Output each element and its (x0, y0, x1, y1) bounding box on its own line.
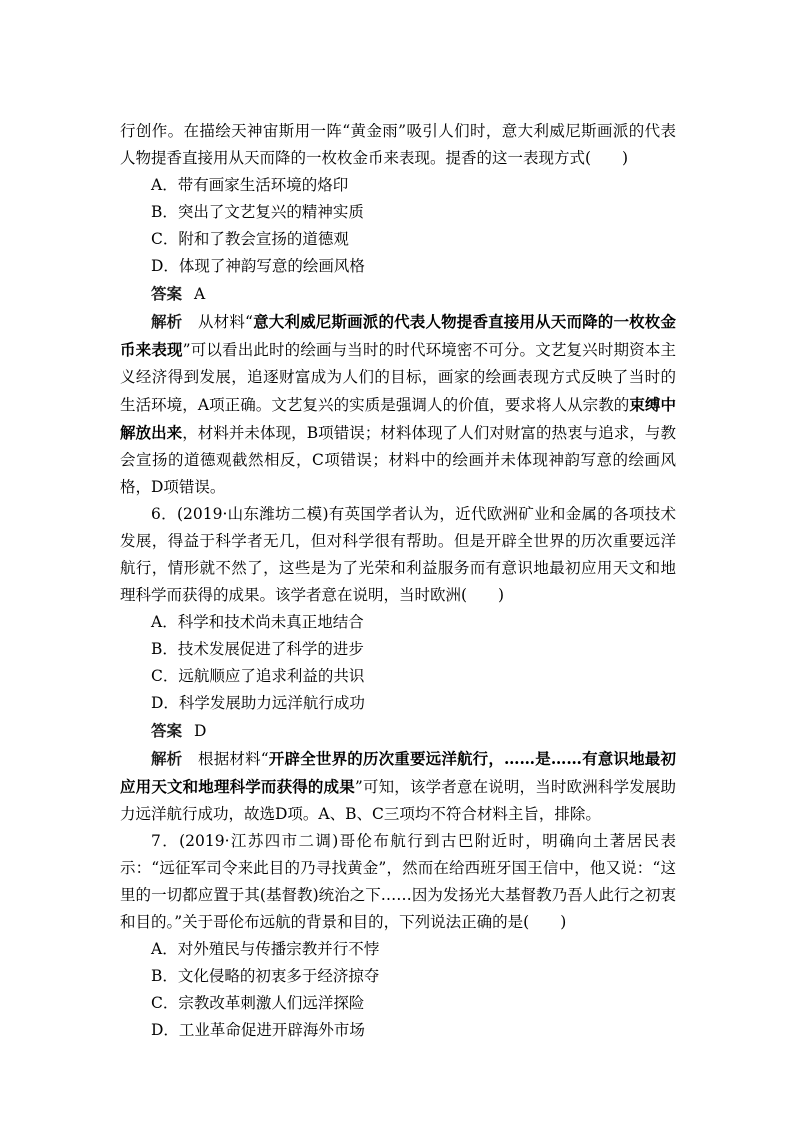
q5-analysis-bold: 束缚中解放出来 (120, 395, 676, 442)
q6-analysis-text-1: 根据材料“ (198, 750, 269, 768)
q6-analysis-text-2: ”可知，该学者意在说明，当时欧洲科学发展助力远洋航行成功，故选D项。A、B、C三项均不符合材料主旨，排除。 (120, 778, 676, 823)
q7-stem: 7．(2019·江苏四市二调)哥伦布航行到古巴附近时，明确向土著居民表示：“远征军司令来此目的乃寻找黄金”，然而在给西班牙国王信中，他又说：“这里的一切都应置于其(基督教)统治之下……因为发扬光大基督教乃吾人此行之初衷和目的。”关于哥伦布远航的背景和目的，下列说法正确的是( ) (120, 832, 676, 931)
q7-option-b: B．文化侵略的初衷多于经济掠夺 (151, 967, 380, 985)
q5-analysis (120, 308, 676, 501)
q6-option-a: A．科学和技术尚未真正地结合 (151, 613, 364, 631)
q6-analysis-quote: 开辟全世界的历次重要远洋航行，……是……有意识地最初应用天文和地理科学而获得的成果 (120, 749, 676, 796)
q5-option-c: C．附和了教会宣扬的道德观 (151, 230, 349, 248)
q5-answer (120, 280, 676, 308)
q5-stem: 行创作。在描绘天神宙斯用一阵“黄金雨”吸引人们时，意大利威尼斯画派的代表人物提香直接用从天而降的一枚枚金币来表现。提香的这一表现方式( ) (120, 122, 676, 167)
q7-option-d: D．工业革命促进开辟海外市场 (151, 1021, 365, 1039)
q5-answer-label: 答案 (151, 284, 183, 303)
q5-option-d: D．体现了神韵写意的绘画风格 (151, 257, 365, 275)
q6-answer-value: D (194, 722, 207, 740)
q6-stem: 6．(2019·山东潍坊二模)有英国学者认为，近代欧洲矿业和金属的各项技术发展，得益于科学者无几，但对科学很有帮助。但是开辟全世界的历次重要远洋航行，情形就不然了，这些是为了光荣和利益服务而有意识地最初应用天文和地理科学而获得的成果。该学者意在说明，当时欧洲( ) (120, 505, 676, 604)
q6-analysis (120, 745, 676, 828)
q6-option-c: C．远航顺应了追求利益的共识 (151, 667, 365, 685)
q6-answer-label: 答案 (151, 721, 183, 740)
q5-option-a: A．带有画家生活环境的烙印 (151, 176, 349, 194)
q7-option-a: A．对外殖民与传播宗教并行不悖 (151, 940, 380, 958)
q5-answer-value: A (194, 285, 206, 303)
q5-analysis-label: 解析 (151, 312, 183, 331)
q6-answer (120, 717, 676, 745)
q7-option-c: C．宗教改革刺激人们远洋探险 (151, 994, 365, 1012)
q5-analysis-text-1: 从材料“ (198, 313, 253, 331)
document-content (120, 118, 676, 1044)
q6-option-d: D．科学发展助力远洋航行成功 (151, 694, 365, 712)
q6-option-b: B．技术发展促进了科学的进步 (151, 640, 364, 658)
q6-analysis-label: 解析 (151, 749, 183, 768)
q5-analysis-text-3: ，材料并未体现，B项错误；材料体现了人们对财富的热衷与追求，与教会宣扬的道德观截然相反，C项错误；材料中的绘画并未体现神韵写意的绘画风格，D项错误。 (120, 424, 676, 496)
q5-analysis-text-2: ”可以看出此时的绘画与当时的时代环境密不可分。文艺复兴时期资本主义经济得到发展，追逐财富成为人们的目标，画家的绘画表现方式反映了当时的生活环境，A项正确。文艺复兴的实质是强调人的价值，要求将人从宗教的 (120, 341, 676, 414)
q5-analysis-quote: 意大利威尼斯画派的代表人物提香直接用从天而降的一枚枚金币来表现 (120, 312, 676, 359)
q5-option-b: B．突出了文艺复兴的精神实质 (151, 203, 364, 221)
